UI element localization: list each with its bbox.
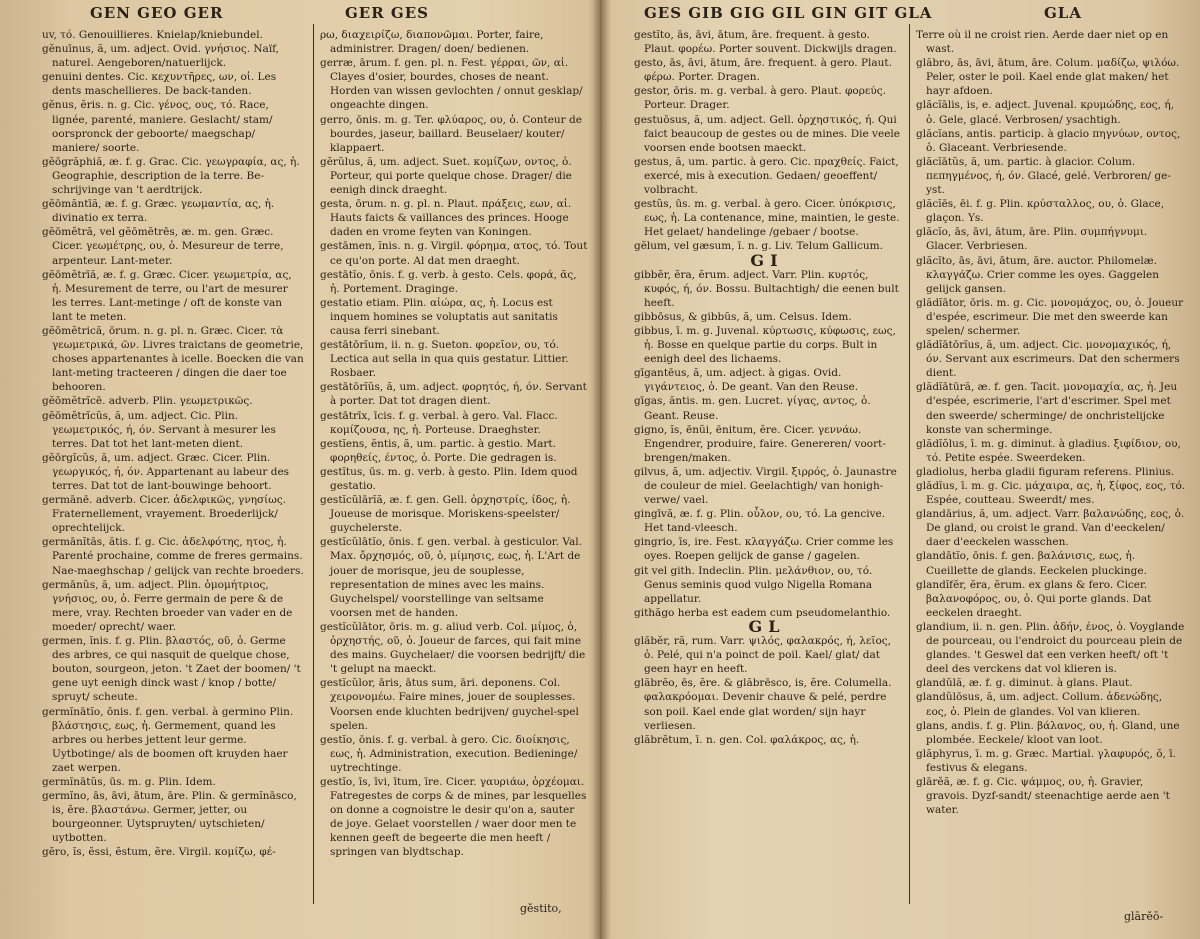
dictionary-entry: germen, ĭnis. f. g. Plin. βλαστός, οῦ, ὁ. Germe des arbres, ce qui nasquit de quelque chose, bouton, sourgeon, jeton. 't Zaet der boomen/ 't gene uyt eenigh dinck wast / knop / botte/ spruyt/ scheute. [42,635,301,704]
right-page-column-1 [634,28,900,747]
dictionary-entry: gerro, ōnis. m. g. Ter. φλύαρος, ου, ὁ. Conteur de bourdes, jaseur, baillard. Beuselaer/ kouter/ klappaert. [320,113,582,154]
dictionary-entry: gĕnuīnus, ă, um. adject. Ovid. γνήσιος. Naïf, naturel. Aengeboren/natuerlijck. [42,43,280,70]
dictionary-entry: gĕōrgĭcŭs, ă, um. adject. Græc. Cicer. Plin. γεωργικός, ή, όν. Appartenant au labeur des terres. Dat tot de lant-bouwinge behoort. [42,451,290,492]
dictionary-entry: Terre où il ne croist rien. Aerde daer niet op en wast. [916,29,1169,56]
section-heading: GL [748,616,786,636]
dictionary-entry: gĕnus, ĕris. n. g. Cic. γένος, ους, τό. Race, lignée, parenté, maniere. Geslacht/ stam/ oorspronck der geboorte/ maegschap/ maniere/ soorte. [42,99,273,154]
dictionary-entry: gingrio, īs, ire. Fest. κλαγγάζω. Crier comme les oyes. Roepen gelijck de ganse / gagelen. [634,536,894,563]
dictionary-entry: glădĭātor, ōris. m. g. Cic. μονομάχος, ου, ὁ. Joueur d'espée, escrimeur. Die met den sweerde kan spelen/ schermer. [916,296,1184,337]
dictionary-entry: gestĭcŭlātor, ōris. m. g. aliud verb. Col. μίμος, ὁ, ὀρχηστής, οῦ, ὁ. Joueur de farces, qui fait mine des mains. Guychelaer/ die voorsen bedrijft/ die 't gelupt na maeckt. [320,620,586,676]
dictionary-entry: gestātĭo, ōnis. f. g. verb. à gesto. Cels. φορά, ᾶς, ἡ. Portement. Draginge. [320,268,577,295]
dictionary-entry: glăcĭālis, is, e. adject. Juvenal. κρυμώδης, εος, ή, ὁ. Gele, glacé. Verbrosen/ ysachtigh. [916,99,1174,126]
dictionary-entry: gestŭs, ūs. m. g. verbal. à gero. Cicer. ὑπόκρισις, εως, ἡ. La contenance, mine, maintien, le geste. Het gelaet/ handelinge /gebaer / bootse. [634,198,900,239]
section-heading: GI [750,250,784,270]
dictionary-entry: germĭno, ās, āvi, ātum, āre. Plin. & germĭnāsco, is, ĕre. βλαστάνω. Germer, jetter, ou bourgeonner. Uytspruyten/ uytschieten/ uytbotten. [42,790,297,845]
left-page-catchword: gĕstito, [520,902,562,915]
left-page [0,0,598,939]
dictionary-entry: gladiolus, herba gladii figuram referens. Plinius. [916,465,1175,478]
dictionary-entry: gĕōgrăphiă, æ. f. g. Grac. Cic. γεωγραφία, ας, ἡ. Geographie, description de la terre. Be-schrijvinge van 't aerdtrijck. [42,155,300,197]
dictionary-entry: germānŭs, ă, um. adject. Plin. ὁμομήτριος, γνήσιος, ου, ὁ. Ferre germain de pere & de mere, vray. Rechten broeder van vader en de moeder/ oprecht/ waer. [42,578,293,633]
dictionary-entry: gesto, ās, āvi, ātum, āre. frequent. à gero. Plaut. φέρω. Porter. Dragen. [634,57,892,84]
dictionary-entry: gerræ, ārum. f. gen. pl. n. Fest. γέρραι, ῶν, αἱ. Clayes d'osier, bourdes, choses de neant. Horden van wissen gevlochten / onnut gesklap/ ongeachte dingen. [320,57,583,112]
dictionary-entry: gigno, ĭs, ēnŭi, ēnitum, ĕre. Cicer. γεννάω. Engendrer, produire, faire. Genereren/ voort-brengen/maken. [634,423,886,464]
dictionary-entry: gĕōmĕtrĭcŭs, ă, um. adject. Cic. Plin. γεωμετρικός, ή, όν. Servant à mesurer les terres. Dat tot het lant-meten dient. [42,409,276,450]
right-page-column-rule [909,24,910,904]
dictionary-entry: gestĭto, ās, āvi, ātum, āre. frequent. à gesto. Plaut. φορέω. Porter souvent. Dickwijls dragen. [634,29,897,56]
right-page-column-2 [916,28,1186,817]
dictionary-entry: gestāmen, ĭnis. n. g. Virgil. φόρημα, ατος, τό. Tout ce qu'on porte. Al dat men draeght. [320,240,588,267]
left-page-running-head-right: GER GES [345,4,430,22]
dictionary-entry: glandĭfĕr, ĕra, ĕrum. ex glans & fero. Cicer. βαλανοφόρος, ου, ὁ. Qui porte glands. Dat eeckelen draeght. [916,578,1152,619]
dictionary-entry: glandium, ii. n. gen. Plin. ἀδήν, ένος, ὁ. Voyglande de pourceau, ou l'endroict du pourceau plein de glandes. 't Geswel dat een verken heeft/ oft 't deel des verckens dat vol klieren is. [916,620,1185,676]
dictionary-entry: glăcĭēs, ēi. f. g. Plin. κρύσταλλος, ου, ὁ. Glace, glaçon. Ys. [916,198,1165,225]
right-page-running-head-right: GLA [1044,4,1082,22]
dictionary-entry: glădĭŏlus, ī. m. g. diminut. à gladius. ξιφίδιον, ου, τό. Petite espée. Sweerdeken. [916,437,1181,464]
dictionary-entry: germĭnātĭo, ōnis. f. gen. verbal. à germino Plin. βλάστησις, εως, ἡ. Germement, quand les arbres ou herbes jettent leur germe. Uytbotinge/ als de boomen oft kruyden haer zaet werpen. [42,705,294,774]
dictionary-entry: glăphyrus, ī. m. g. Græc. Martial. γλαφυρός, ŏ, ī. festivus & elegans. [916,747,1176,774]
dictionary-entry: germānē. adverb. Cicer. ἀδελφικῶς, γνησίως. Fraternellement, vrayement. Broederlijck/ oprechtelijck. [42,494,287,535]
dictionary-entry: glandŭlă, æ. f. g. diminut. à glans. Plaut. [916,677,1133,690]
dictionary-entry: gĕōmĕtrică, ōrum. n. g. pl. n. Græc. Cicer. τὰ γεωμετρικά, ῶν. Livres traictans de geometrie, choses appartenantes à icelle. Boecken die van lant-meting tracteeren / dingen die daer toe behooren. [42,324,304,394]
dictionary-entry: glăbrĕtum, ī. n. gen. Col. φαλάκρος, ας, ἡ. [634,733,860,746]
right-page [604,0,1200,939]
dictionary-entry: germĭnātŭs, ūs. m. g. Plin. Idem. [42,775,216,788]
dictionary-entry: gestus, ă, um. partic. à gero. Cic. πραχθείς. Faict, exercé, mis à execution. Gedaen/ geoeffent/ volbracht. [634,155,899,197]
dictionary-entry: gestātōrĭŭs, ă, um. adject. φορητός, ή, όν. Servant à porter. Dat tot dragen dient. [320,381,587,408]
dictionary-entry: gilvus, ă, um. adjectiv. Virgil. ξιρρός, ὁ. Jaunastre de couleur de miel. Geelachtigh/ van honigh-verwe/ vael. [634,465,897,507]
dictionary-entry: gibbōsus, & gibbŭs, ă, um. Celsus. Idem. [634,310,852,323]
dictionary-entry: gestĭo, īs, īvi, ītum, īre. Cicer. γαυριάω, ὀρχέομαι. Fatregestes de corps & de mines, par lesquelles on donne a cognoistre le desir qu'on a, sauter de joye. Gelaet voorstellen / waer door men te kennen geeft de begeerte die men heeft / springen van blydtschap. [320,775,587,859]
dictionary-entry: gĕrŭlus, ă, um. adject. Suet. κομίζων, οντος, ὁ. Porteur, qui porte quelque chose. Drager/ die eenigh dinck draeght. [320,155,572,197]
dictionary-entry: glans, andis. f. g. Plin. βάλανος, ου, ἡ. Gland, une plombée. Eeckele/ kloot van loot. [916,719,1180,746]
dictionary-entry: glădĭātūră, æ. f. gen. Tacit. μονομαχία, ας, ἡ. Jeu d'espée, escrimerie, l'art d'escrimer. Spel met den sweerde/ scherminge/ de onchristelijcke konste van scherminge. [916,381,1178,436]
right-page-running-head-left: GES GIB GIG GIL GIN GIT GLA [644,4,933,22]
dictionary-entry: glandātĭo, ōnis. f. gen. βαλάνισις, εως, ἡ. Cueillette de glands. Eeckelen pluckinge. [916,550,1147,577]
dictionary-entry: glăcĭo, ās, āvi, ātum, āre. Plin. συμπήγνυμι. Glacer. Verbriesen. [916,226,1148,253]
dictionary-entry: genuini dentes. Cic. κεχυντῆρες, ων, οἱ. Les dents maschellieres. De back-tanden. [42,71,277,98]
dictionary-entry: glădĭātōrĭus, ă, um. adject. Cic. μονομαχικός, ή, όν. Servant aux escrimeurs. Dat den schermers dient. [916,339,1180,380]
dictionary-entry: glăbĕr, ră, rum. Varr. ψιλός, φαλακρός, ή, λεῖος, ὁ. Pelé, qui n'a poinct de poil. Kael/ glat/ dat geen hayr en heeft. [634,635,892,676]
dictionary-entry: gīgas, ăntis. m. gen. Lucret. γίγας, αντος, ὁ. Geant. Reuse. [634,395,871,422]
dictionary-entry: gestĭcŭlārĭă, æ. f. gen. Gell. ὀρχηστρίς, ίδος, ἡ. Joueuse de morisque. Moriskens-speelster/ guychelerste. [320,494,571,535]
dictionary-entry: glandārius, ă, um. adject. Varr. βαλανώδης, εος, ὁ. De gland, ou croist le grand. Van d'eeckelen/ daer d'eeckelen wasschen. [916,508,1185,549]
dictionary-entry: githăgo herba est eadem cum pseudomelanthio. [634,606,891,619]
left-page-running-head-left: GEN GEO GER [90,4,224,22]
dictionary-entry: uv, τό. Genouillieres. Knielap/kniebundel. [42,29,263,41]
dictionary-entry: gĕro, ĭs, ĕssi, ĕstum, ĕre. Virgil. κομίζω, φέ- [42,846,276,859]
dictionary-entry: gibbĕr, ĕra, ĕrum. adject. Varr. Plin. κυρτός, κυφός, ή, όν. Bossu. Bultachtigh/ die eenen bult heeft. [634,268,899,309]
dictionary-entry: glăcĭātŭs, ă, um. partic. à glacior. Colum. πεπηγμένος, ή, όν. Glacé, gelé. Verbroren/ ge-yst. [916,155,1171,197]
dictionary-entry: gingīvă, æ. f. g. Plin. οὖλον, ου, τό. La gencive. Het tand-vleesch. [634,508,886,535]
dictionary-entry: gĕōmĕtră, vel gĕōmĕtrēs, æ. m. gen. Græc. Cicer. γεωμέτρης, ου, ὁ. Mesureur de terre, arpenteur. Lant-meter. [42,226,284,267]
left-page-column-rule [313,24,314,904]
dictionary-entry: gestĭo, ōnis. f. g. verbal. à gero. Cic. διοίκησις, εως, ἡ. Administration, execution. Bedieninge/ uytrechtinge. [320,733,578,774]
dictionary-entry: gestĭcŭlor, āris, ātus sum, āri. deponens. Col. χειρονομέω. Faire mines, jouer de souplesses. Voorsen ende kluchten bedrijven/ guychel-spel spelen. [320,677,579,732]
dictionary-entry: glăbro, ās, āvi, ātum, āre. Colum. μαδίζω, ψιλόω. Peler, oster le poil. Kael ende glat maken/ het hayr afdoen. [916,57,1180,98]
dictionary-entry: gestĭcŭlātĭo, ōnis. f. gen. verbal. à gesticulor. Val. Max. ὄρχησμός, οῦ, ὁ, μίμησις, εως, ἡ. L'Art de jouer de morisque, jeu de souplesse, representation de mines avec les mains. Guychelspel/ voorstellinge van seltsame voorsen met de handen. [320,536,582,619]
dictionary-entry: glăbrĕo, ēs, ĕre. & glăbrēsco, is, ĕre. Columella. φαλακρόομαι. Devenir chauve & pelé, perdre son poil. Kael ende glat worden/ sijn hayr verliesen. [634,677,892,732]
dictionary-entry: gĕōmăntīă, æ. f. g. Græc. γεωμαντία, ας, ἡ. divinatio ex terra. [42,198,275,225]
dictionary-entry: git vel gith. Indeclin. Plin. μελάνθιον, ου, τό. Genus seminis quod vulgo Nigella Romana appellatur. [634,564,873,605]
dictionary-entry: gestĭens, ĕntis, ă, um. partic. à gestio. Mart. φορηθείς, έντος, ὁ. Porte. Die gedragen is. [320,437,557,464]
dictionary-entry: germānĭtās, ătis. f. g. Cic. ἀδελφότης, ητος, ἡ. Parenté prochaine, comme de freres germains. Nae-maeghschap / gelijck van rechte broeders. [42,536,304,577]
dictionary-entry: gĕōmĕtrīă, æ. f. g. Græc. Cicer. γεωμετρία, ας, ἡ. Mesurement de terre, ou l'art de mesurer les terres. Lant-metinge / oft de konste van lant te meten. [42,268,292,323]
dictionary-entry: glārĕă, æ. f. g. Cic. ψάμμος, ου, ἡ. Gravier, gravois. Dyzf-sandt/ steenachtige aerde aen 't water. [916,775,1170,817]
dictionary-entry: gestor, ōris. m. g. verbal. à gero. Plaut. φορεύς. Porteur. Drager. [634,85,886,112]
dictionary-entry: gestĭtus, ūs. m. g. verb. à gesto. Plin. Idem quod gestatio. [320,465,578,492]
dictionary-entry: glăcĭto, ās, āvi, ātum, āre. auctor. Philomelæ. κλαγγάζω. Crier comme les oyes. Gaggelen gelijck gansen. [916,254,1159,295]
right-page-catchword: glārĕō- [1124,910,1164,923]
dictionary-entry: ρω, διαχειρίζω, διαπονῶμαι. Porter, faire, administrer. Dragen/ doen/ bedienen. [320,29,544,56]
left-page-column-1 [42,28,304,860]
dictionary-entry: gestatio etiam. Plin. αἰώρα, ας, ἡ. Locus est inquem homines se voluptatis aut sanitatis causa ferri sinebant. [320,296,558,337]
dictionary-entry: gestātōrĭum, ii. n. g. Sueton. φορεῖον, ου, τό. Lectica aut sella in qua quis gestatur. Littier. Rosbaer. [320,339,569,380]
dictionary-entry: gestātrīx, īcis. f. g. verbal. à gero. Val. Flacc. κομίζουσα, ης, ἡ. Porteuse. Draeghster. [320,409,558,436]
dictionary-entry: gĕōmĕtrĭcē. adverb. Plin. γεωμετρικῶς. [42,395,253,408]
dictionary-entry: glăcĭans, antis. particip. à glacio πηγνύων, οντος, ὁ. Glaceant. Verbriesende. [916,127,1181,154]
dictionary-entry: gesta, ōrum. n. g. pl. n. Plaut. πράξεις, εων, αἱ. Hauts faicts & vaillances des princes. Hooge daden en vrome feyten van Koningen. [320,198,572,239]
dictionary-entry: gĕlum, vel gæsum, ī. n. g. Liv. Telum Gallicum. [634,240,883,253]
dictionary-entry: glandŭlōsus, ă, um. adject. Collum. ἀδενώδης, εος, ὁ. Plein de glandes. Vol van klieren. [916,691,1163,718]
dictionary-entry: gestuōsus, ă, um. adject. Gell. ὀρχηστικός, ή. Qui faict beaucoup de gestes ou de mines. Die veele voorsen ende bootsen maeckt. [634,113,900,154]
dictionary-entry: gibbus, ī. m. g. Juvenal. κύρτωσις, κύφωσις, εως, ἡ. Bosse en quelque partie du corps. Bult in eenigh deel des lichaems. [634,324,896,366]
dictionary-entry: gīgantēus, ă, um. adject. à gigas. Ovid. γιγάντειος, ὁ. De geant. Van den Reuse. [634,367,859,394]
dictionary-entry: glădĭus, ī. m. g. Cic. μάχαιρα, ας, ἡ, ξίφος, εος, τό. Espée, coutteau. Sweerdt/ mes. [916,480,1186,507]
left-page-column-2 [320,28,588,860]
